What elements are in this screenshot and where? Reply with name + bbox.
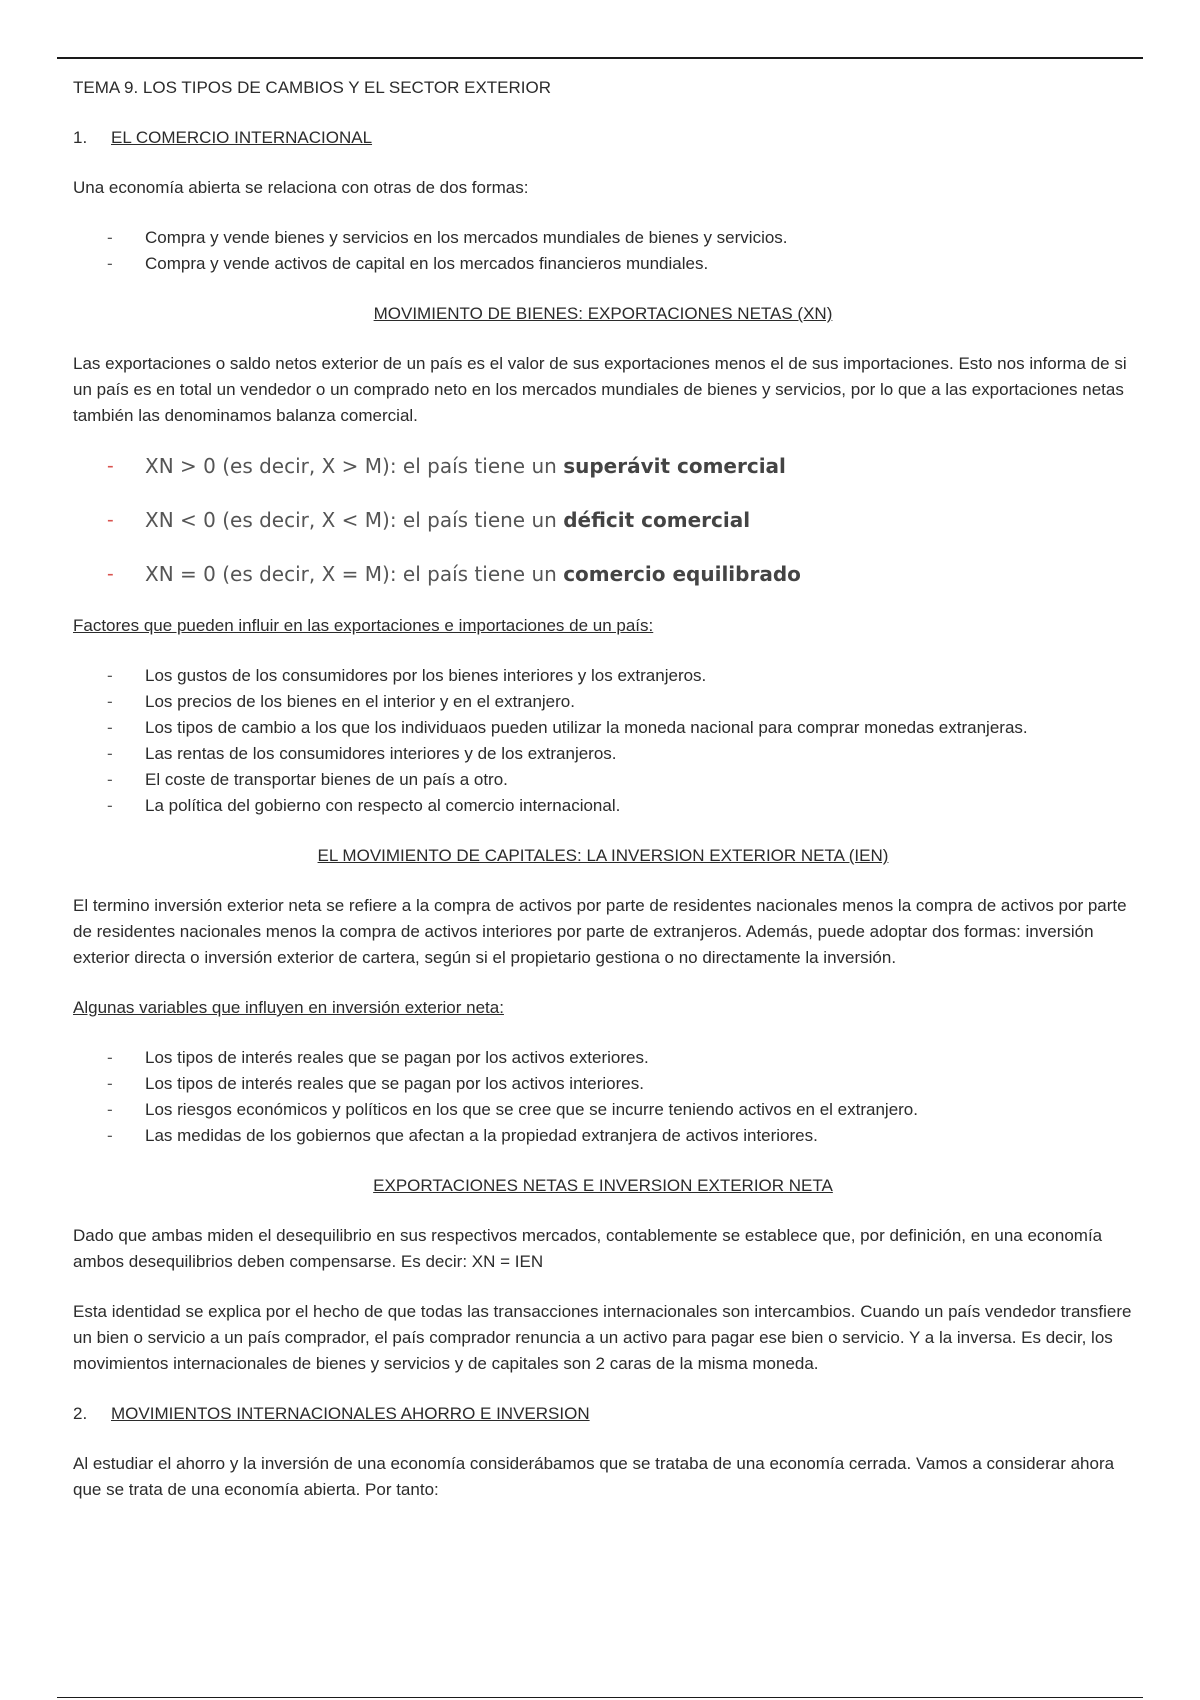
section-title: EL COMERCIO INTERNACIONAL [111,128,373,147]
top-rule [57,57,1143,59]
case-bold: superávit comercial [563,454,786,478]
document-title: TEMA 9. LOS TIPOS DE CAMBIOS Y EL SECTOR EXTERIOR [73,78,552,97]
paragraph-section-2: Al estudiar el ahorro y la inversión de una economía considerábamos que se trataba de una economía cerrada. Vamos a considerar ahora que se trata de una economía abierta. Por tanto: [73,1454,1115,1499]
case-text: XN < 0 (es decir, X < M): el país tiene un [145,508,564,532]
document-page [73,75,1133,1503]
section-number: 1. [73,128,88,147]
subheading-xn-ien: EXPORTACIONES NETAS E INVERSION EXTERIOR NETA [373,1176,833,1195]
list-item: - Compra y vende activos de capital en los mercados financieros mundiales. [73,251,1133,277]
factors-heading: Factores que pueden influir en las exportaciones e importaciones de un país: [73,616,654,635]
list-item: - Los gustos de los consumidores por los bienes interiores y los extranjeros. [73,663,1133,689]
list-item: - Los tipos de interés reales que se pagan por los activos exteriores. [73,1045,1133,1071]
paragraph-xn-ien-1: Dado que ambas miden el desequilibrio en sus respectivos mercados, contablemente se establece que, por definición, en una economía ambos desequilibrios deben compensarse. Es decir: XN = IEN [73,1226,1103,1271]
list-item: - Los tipos de cambio a los que los individuaos pueden utilizar la moneda nacional para comprar monedas extranjeras. [73,715,1133,741]
list-item: - El coste de transportar bienes de un país a otro. [73,767,1133,793]
list-item: - Los tipos de interés reales que se pagan por los activos interiores. [73,1071,1133,1097]
list-item: - Los riesgos económicos y políticos en los que se cree que se incurre teniendo activos en el extranjero. [73,1097,1133,1123]
section-title: MOVIMIENTOS INTERNACIONALES AHORRO E INVERSION [111,1404,590,1423]
list-item: - Compra y vende bienes y servicios en los mercados mundiales de bienes y servicios. [73,225,1133,251]
xn-case-negative [73,505,1133,535]
paragraph-xn: Las exportaciones o saldo netos exterior de un país es el valor de sus exportaciones menos el de sus importaciones. Esto nos informa de si un país es en total un vendedor o un comprado neto en los mercados mundiales de bienes y servicios, por lo que a las exportaciones netas también las denominamos balanza comercial. [73,354,1127,425]
section-1-heading [73,125,1133,151]
section-2-heading [73,1401,1133,1427]
forms-list [73,225,1133,277]
factors-list [73,663,1133,819]
case-text: XN = 0 (es decir, X = M): el país tiene un [145,562,564,586]
subheading-xn: MOVIMIENTO DE BIENES: EXPORTACIONES NETAS (XN) [373,304,833,323]
list-item: - Las rentas de los consumidores interiores y de los extranjeros. [73,741,1133,767]
vars-list [73,1045,1133,1149]
bottom-rule [57,1697,1143,1698]
xn-cases-list [73,451,1133,589]
list-item: - Las medidas de los gobiernos que afectan a la propiedad extranjera de activos interiores. [73,1123,1133,1149]
vars-heading: Algunas variables que influyen en inversión exterior neta: [73,998,504,1017]
xn-case-positive [73,451,1133,481]
section-number: 2. [73,1404,88,1423]
list-item: - La política del gobierno con respecto al comercio internacional. [73,793,1133,819]
case-bold: déficit comercial [563,508,751,532]
xn-case-zero [73,559,1133,589]
case-text: XN > 0 (es decir, X > M): el país tiene un [145,454,564,478]
list-item: - Los precios de los bienes en el interior y en el extranjero. [73,689,1133,715]
paragraph-xn-ien-2: Esta identidad se explica por el hecho de que todas las transacciones internacionales son intercambios. Cuando un país vendedor transfiere un bien o servicio a un país comprador, el país comprador renuncia a un activo para pagar ese bien o servicio. Y a la inversa. Es decir, los movimientos internacionales de bienes y servicios y de capitales son 2 caras de la misma moneda. [73,1302,1132,1373]
case-bold: comercio equilibrado [563,562,801,586]
intro-paragraph: Una economía abierta se relaciona con otras de dos formas: [73,178,529,197]
subheading-ien: EL MOVIMIENTO DE CAPITALES: LA INVERSION EXTERIOR NETA (IEN) [317,846,889,865]
paragraph-ien: El termino inversión exterior neta se refiere a la compra de activos por parte de residentes nacionales menos la compra de activos por parte de residentes nacionales menos la compra de activos interiores por parte de extranjeros. Además, puede adoptar dos formas: inversión exterior directa o inversión exterior de cartera, según si el propietario gestiona o no directamente la inversión. [73,896,1127,967]
